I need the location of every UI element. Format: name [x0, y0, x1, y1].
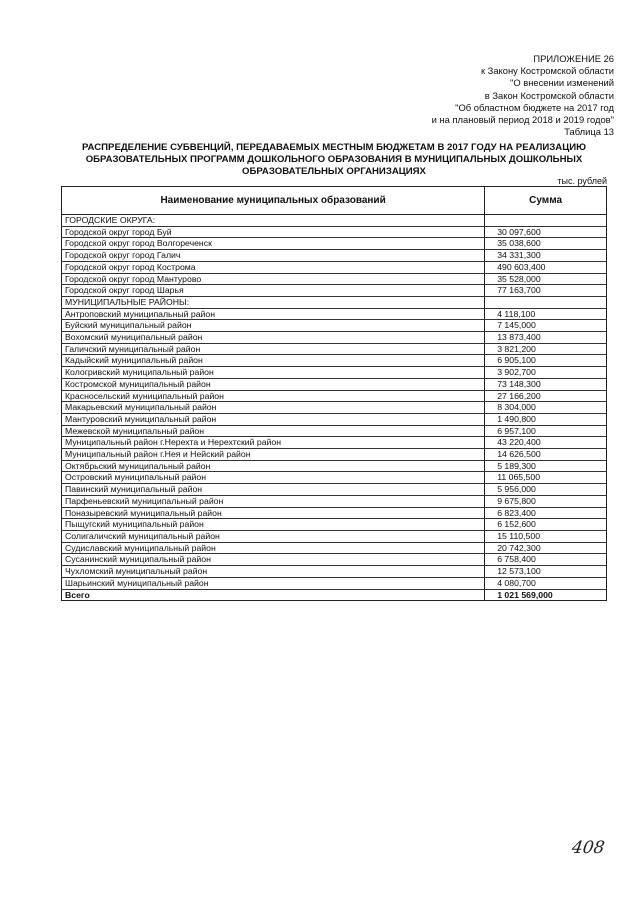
table-row — [62, 308, 607, 320]
table-row — [62, 472, 607, 484]
appendix-line: в Закон Костромской области — [484, 89, 614, 101]
municipality-name: Городской округ город Волгореченск — [62, 238, 485, 250]
municipality-name: Костромской муниципальный район — [62, 378, 485, 390]
table-row — [62, 261, 607, 273]
subsidy-amount: 3 821,200 — [485, 343, 607, 355]
table-row — [62, 390, 607, 402]
subsidy-amount: 490 603,400 — [485, 261, 607, 273]
table-row — [62, 226, 607, 238]
municipality-name: Муниципальный район г.Нерехта и Нерехтский район — [62, 437, 485, 449]
subsidy-table — [61, 186, 607, 601]
subsidy-amount: 6 758,400 — [485, 554, 607, 566]
municipality-name: Городской округ город Кострома — [62, 261, 485, 273]
subsidy-amount: 20 742,300 — [485, 542, 607, 554]
municipality-name: Парфеньевский муниципальный район — [62, 495, 485, 507]
municipality-name: Муниципальный район г.Нея и Нейский район — [62, 449, 485, 461]
municipality-name: Солигаличский муниципальный район — [62, 530, 485, 542]
column-header-amount: Сумма — [485, 187, 607, 215]
document-title — [60, 142, 608, 178]
municipality-name: Буйский муниципальный район — [62, 320, 485, 332]
table-row — [62, 449, 607, 461]
municipality-name: Межевской муниципальный район — [62, 425, 485, 437]
subsidy-amount: 6 905,100 — [485, 355, 607, 367]
table-row — [62, 250, 607, 262]
table-row — [62, 530, 607, 542]
table-row — [62, 542, 607, 554]
total-label: Всего — [62, 589, 485, 601]
table-row — [62, 554, 607, 566]
column-header-name: Наименование муниципальных образований — [62, 187, 485, 215]
subsidy-amount: 4 080,700 — [485, 577, 607, 589]
municipality-name: Мантуровский муниципальный район — [62, 413, 485, 425]
municipality-name: Островский муниципальный район — [62, 472, 485, 484]
appendix-header — [432, 53, 614, 138]
municipality-name: Кологривский муниципальный район — [62, 367, 485, 379]
subsidy-amount: 5 189,300 — [485, 460, 607, 472]
subsidy-amount: 12 573,100 — [485, 566, 607, 578]
table-row — [62, 484, 607, 496]
subsidy-amount: 7 145,000 — [485, 320, 607, 332]
municipality-name: Галичский муниципальный район — [62, 343, 485, 355]
subsidy-amount: 34 331,300 — [485, 250, 607, 262]
subsidy-amount: 14 626,500 — [485, 449, 607, 461]
table-row — [62, 519, 607, 531]
municipality-name: Городской округ город Мантурово — [62, 273, 485, 285]
unit-label: тыс. рублей — [557, 176, 607, 186]
appendix-line: "О внесении изменений — [510, 77, 614, 89]
table-row — [62, 332, 607, 344]
table-row — [62, 238, 607, 250]
subsidy-amount — [485, 215, 607, 227]
appendix-line: к Закону Костромской области — [480, 65, 614, 77]
table-row — [62, 495, 607, 507]
table-row — [62, 273, 607, 285]
municipality-name: Судиславский муниципальный район — [62, 542, 485, 554]
table-row — [62, 320, 607, 332]
municipality-name: ГОРОДСКИЕ ОКРУГА: — [62, 215, 485, 227]
municipality-name: Городской округ город Буй — [62, 226, 485, 238]
table-row — [62, 425, 607, 437]
municipality-name: МУНИЦИПАЛЬНЫЕ РАЙОНЫ: — [62, 296, 485, 308]
title-line: ОБРАЗОВАТЕЛЬНЫХ ПРОГРАММ ДОШКОЛЬНОГО ОБРАЗОВАНИЯ В МУНИЦИПАЛЬНЫХ ДОШКОЛЬНЫХ — [85, 154, 583, 165]
table-row — [62, 507, 607, 519]
table-row — [62, 343, 607, 355]
subsidy-amount: 4 118,100 — [485, 308, 607, 320]
table-row — [62, 367, 607, 379]
subsidy-amount: 11 065,500 — [485, 472, 607, 484]
table-row — [62, 355, 607, 367]
handwritten-page-number: 408 — [570, 838, 606, 858]
subsidy-amount: 77 163,700 — [485, 285, 607, 297]
municipality-name: Макарьевский муниципальный район — [62, 402, 485, 414]
table-row — [62, 437, 607, 449]
appendix-line: и на плановый период 2018 и 2019 годов" — [431, 114, 614, 126]
municipality-name: Городской округ город Шарья — [62, 285, 485, 297]
municipality-name: Городской округ город Галич — [62, 250, 485, 262]
municipality-name: Октябрьский муниципальный район — [62, 460, 485, 472]
section-header-row — [62, 296, 607, 308]
subsidy-amount: 6 823,400 — [485, 507, 607, 519]
municipality-name: Вохомский муниципальный район — [62, 332, 485, 344]
table-row — [62, 566, 607, 578]
subsidy-amount: 27 166,200 — [485, 390, 607, 402]
municipality-name: Кадыйский муниципальный район — [62, 355, 485, 367]
subsidy-amount: 6 152,600 — [485, 519, 607, 531]
appendix-line: "Об областном бюджете на 2017 год — [455, 101, 614, 113]
subsidy-amount: 3 902,700 — [485, 367, 607, 379]
municipality-name: Антроповский муниципальный район — [62, 308, 485, 320]
subsidy-amount: 30 097,600 — [485, 226, 607, 238]
municipality-name: Поназыревский муниципальный район — [62, 507, 485, 519]
table-row — [62, 460, 607, 472]
title-line: РАСПРЕДЕЛЕНИЕ СУБВЕНЦИЙ, ПЕРЕДАВАЕМЫХ МЕСТНЫМ БЮДЖЕТАМ В 2017 ГОДУ НА РЕАЛИЗАЦИЮ — [81, 142, 587, 153]
subsidy-amount: 35 528,000 — [485, 273, 607, 285]
table-row — [62, 402, 607, 414]
subsidy-amount: 15 110,500 — [485, 530, 607, 542]
subsidy-amount: 8 304,000 — [485, 402, 607, 414]
table-body — [62, 215, 607, 601]
total-row — [62, 589, 607, 601]
section-header-row — [62, 215, 607, 227]
subsidy-amount: 6 957,100 — [485, 425, 607, 437]
subsidy-amount — [485, 296, 607, 308]
subsidy-amount: 1 490,800 — [485, 413, 607, 425]
subsidy-amount: 5 956,000 — [485, 484, 607, 496]
municipality-name: Шарьинский муниципальный район — [62, 577, 485, 589]
municipality-name: Павинский муниципальный район — [62, 484, 485, 496]
table-number: Таблица 13 — [564, 126, 614, 138]
subsidy-amount: 43 220,400 — [485, 437, 607, 449]
subsidy-amount: 73 148,300 — [485, 378, 607, 390]
subsidy-amount: 35 038,600 — [485, 238, 607, 250]
table-row — [62, 577, 607, 589]
table-row — [62, 285, 607, 297]
municipality-name: Чухломский муниципальный район — [62, 566, 485, 578]
municipality-name: Сусанинский муниципальный район — [62, 554, 485, 566]
municipality-name: Красносельский муниципальный район — [62, 390, 485, 402]
table-row — [62, 378, 607, 390]
subsidy-amount: 9 675,800 — [485, 495, 607, 507]
title-line: ОБРАЗОВАТЕЛЬНЫХ ОРГАНИЗАЦИЯХ — [242, 166, 426, 177]
total-amount: 1 021 569,000 — [485, 589, 607, 601]
table-row — [62, 413, 607, 425]
table-header-row — [62, 187, 607, 215]
municipality-name: Пыщугский муниципальный район — [62, 519, 485, 531]
appendix-number: ПРИЛОЖЕНИЕ 26 — [533, 53, 614, 64]
subsidy-amount: 13 873,400 — [485, 332, 607, 344]
